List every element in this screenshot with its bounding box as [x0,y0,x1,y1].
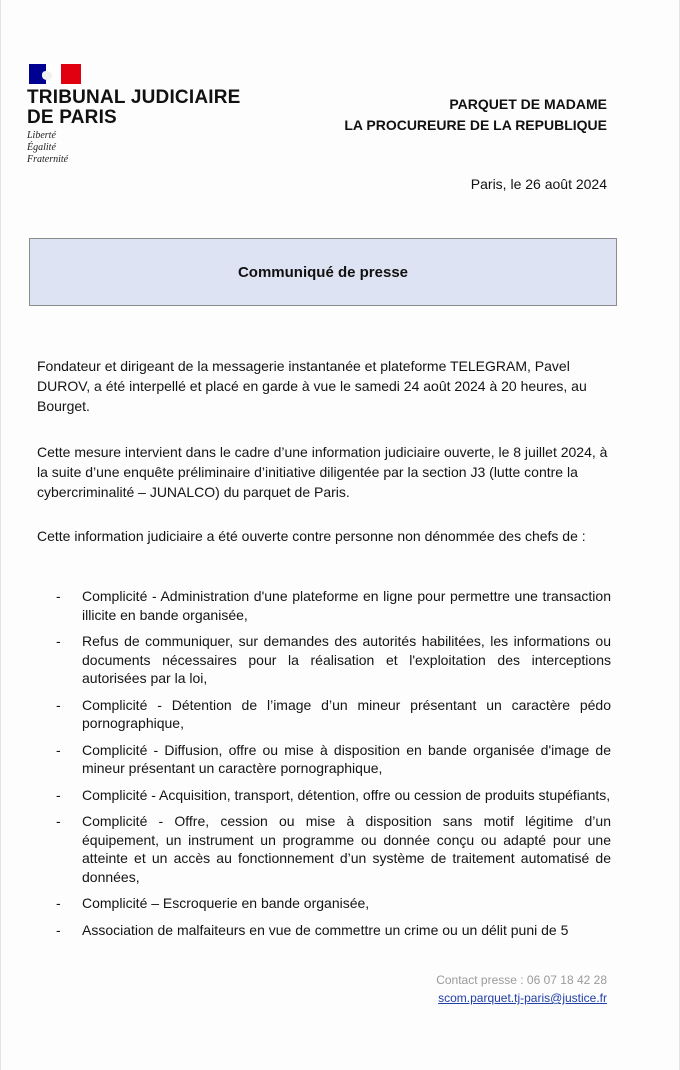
paragraph-context: Cette mesure intervient dans le cadre d’une information judiciaire ouverte, le 8 juillet 2024, à la suite d’une enquête préliminaire d’initiative diligentée par la section J3 (lutte contre la cybercriminalité – JUNALCO) du parquet de Paris. [37,444,608,500]
charges-list [37,587,611,947]
list-item [37,894,611,913]
paragraph-arrest: Fondateur et dirigeant de la messagerie instantanée et plateforme TELEGRAM, Pavel DUROV, a été interpellé et placé en garde à vue le samedi 24 août 2024 à 20 heures, au Bourget. [37,358,587,414]
list-item [37,741,611,778]
charge-text: Complicité - Offre, cession ou mise à disposition sans motif légitime d’un équipement, un instrument un programme ou donnée conçu ou adapté pour une atteinte et un accès au fonctionnement d’un système de traitement automatisé de données, [82,813,611,885]
marianne-flag-icon [29,64,81,84]
motto-egalite: Égalité [27,142,56,153]
list-item [37,812,611,886]
charge-text: Complicité - Administration d'une plateforme en ligne pour permettre une transaction illicite en bande organisée, [82,588,611,623]
tribunal-logo [27,64,257,166]
list-item [37,786,611,805]
charge-text: Complicité - Détention de l’image d’un mineur présentant un caractère pédo pornographique, [82,696,611,731]
bullet-dash: - [56,786,61,803]
list-item [37,632,611,688]
parquet-heading [344,94,607,136]
list-item [37,696,611,733]
bullet-dash: - [56,813,61,829]
bullet-dash: - [56,895,61,911]
page-title: Communiqué de presse [237,263,409,281]
charge-text: Complicité – Escroquerie en bande organisée, [82,895,370,911]
list-item [37,587,611,624]
institution-name [27,88,257,128]
contact-phone: Contact presse : 06 07 18 42 28 [436,973,607,987]
bullet-dash: - [56,633,61,649]
paragraph-charges-intro: Cette information judiciaire a été ouverte contre personne non dénommée des chefs de : [37,528,586,544]
parquet-line-2: LA PROCUREURE DE LA REPUBLIQUE [344,117,607,133]
parquet-line-1: PARQUET DE MADAME [449,96,607,112]
charge-text: Complicité - Acquisition, transport, détention, offre ou cession de produits stupéfiants, [82,786,611,803]
bullet-dash: - [56,921,61,938]
charge-text: Complicité - Diffusion, offre ou mise à disposition en bande organisée d'image de mineur présentant un caractère pornographique, [82,741,611,776]
bullet-dash: - [56,741,61,758]
republic-motto [27,130,257,166]
contact-email-link[interactable]: scom.parquet.tj-paris@justice.fr [438,991,607,1005]
press-contact [436,971,607,1007]
bullet-dash: - [56,588,61,604]
charge-text: Refus de communiquer, sur demandes des autorités habilitées, les informations ou documents nécessaires pour la réalisation et l'exploitation des interceptions autorisées par la loi, [82,633,611,686]
charge-text: Association de malfaiteurs en vue de commettre un crime ou un délit puni de 5 [82,921,569,938]
motto-liberte: Liberté [27,130,56,141]
institution-line-2: DE PARIS [27,107,117,128]
institution-line-1: TRIBUNAL JUDICIAIRE [27,87,241,108]
motto-fraternite: Fraternité [27,154,69,165]
list-item [37,921,611,940]
bullet-dash: - [56,696,61,713]
title-box [29,238,617,306]
document-date: Paris, le 26 août 2024 [470,176,607,192]
